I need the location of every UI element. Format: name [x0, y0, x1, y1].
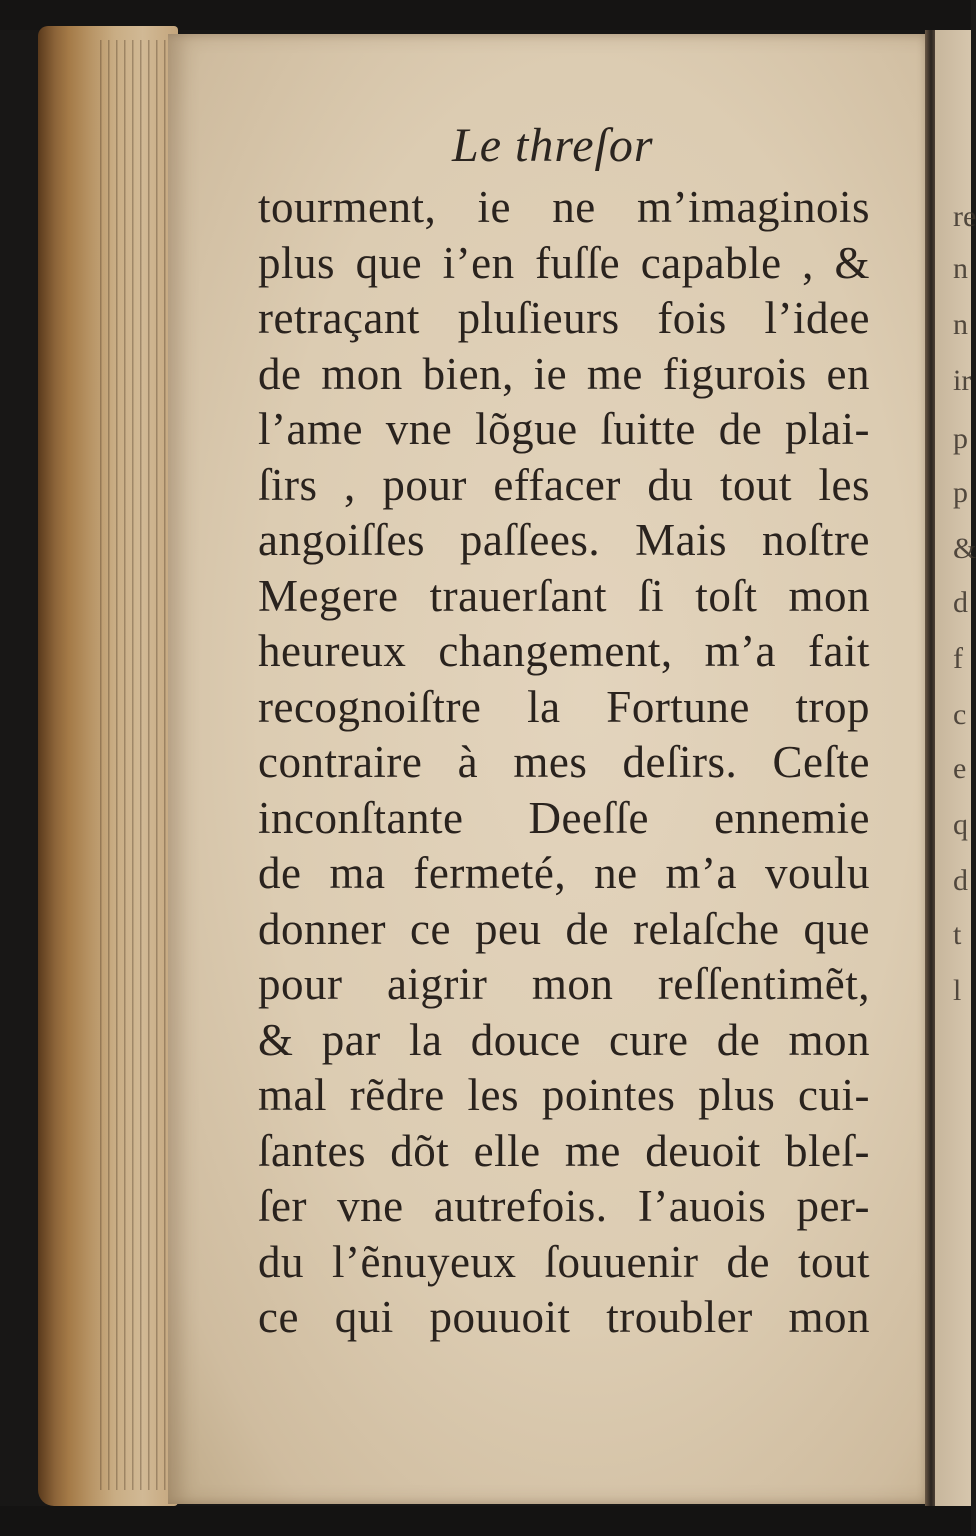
running-head: Le threſor	[452, 119, 654, 172]
text-line: heureux changement, m’a fait	[258, 626, 870, 676]
text-line: du l’ẽnuyeux ſouuenir de tout	[258, 1236, 870, 1287]
facing-page-fragment: ir	[953, 364, 972, 397]
text-line: de ma fermeté, ne m’a voulu	[258, 848, 870, 898]
facing-page-fragment: re	[953, 200, 976, 233]
text-line: retraçant pluſieurs fois l’idee	[258, 293, 870, 343]
facing-page-fragment: l	[953, 974, 962, 1007]
facing-page-fragment: q	[953, 808, 968, 841]
facing-page-fragment: t	[953, 918, 962, 951]
text-line: ſantes dõt elle me deuoit bleſ-	[258, 1125, 870, 1176]
text-line: ſirs , pour effacer du tout les	[258, 459, 870, 510]
text-line: mal rẽdre les pointes plus cui-	[258, 1070, 870, 1120]
facing-page-fragment: f	[953, 642, 963, 675]
text-line: tourment, ie ne m’imaginois	[258, 182, 870, 232]
page-body-text	[258, 180, 870, 1346]
text-line: donner ce peu de relaſche que	[258, 903, 870, 954]
facing-page-fragment: d	[953, 864, 968, 897]
text-line: contraire à mes deſirs. Ceſte	[258, 737, 870, 787]
text-line: recognoiſtre la Fortune trop	[258, 681, 870, 732]
facing-page-sliver	[935, 30, 976, 1506]
facing-page-fragment: d	[953, 586, 968, 619]
facing-page-fragment: n	[953, 252, 968, 285]
text-line: inconſtante Deeſſe ennemie	[258, 792, 870, 843]
text-line: l’ame vne lõgue ſuitte de plai-	[258, 404, 870, 454]
facing-page-fragment: &	[953, 532, 976, 565]
text-line: de mon bien, ie me figurois en	[258, 348, 870, 399]
text-line: pour aigrir mon reſſentimẽt,	[258, 959, 870, 1009]
page-edges	[100, 40, 176, 1490]
text-line: & par la douce cure de mon	[258, 1014, 870, 1065]
facing-page-fragment: p	[953, 476, 968, 509]
background-bottom	[0, 1506, 971, 1536]
text-line: ce qui pouuoit troubler mon	[258, 1292, 870, 1342]
facing-page-fragment: n	[953, 308, 968, 341]
facing-page-fragment: e	[953, 752, 967, 785]
text-line: Megere trauerſant ſi toſt mon	[258, 570, 870, 621]
book-gutter	[925, 30, 935, 1506]
facing-page-fragment: p	[953, 422, 968, 455]
text-line: angoiſſes paſſees. Mais noſtre	[258, 515, 870, 565]
text-line: ſer vne autrefois. I’auois per-	[258, 1181, 870, 1231]
facing-page-fragment: c	[953, 698, 967, 731]
text-line: plus que i’en fuſſe capable , &	[258, 237, 870, 288]
